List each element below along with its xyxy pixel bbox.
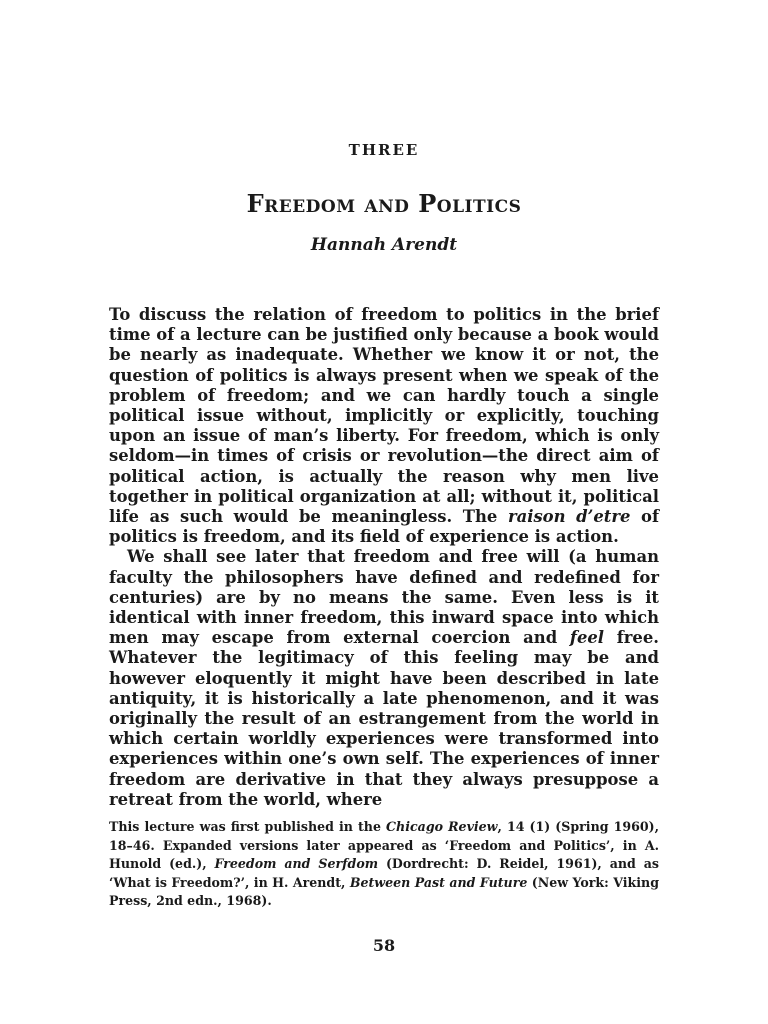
- book-title-2: Between Past and Future: [349, 874, 528, 890]
- page-number: 58: [372, 936, 396, 955]
- body-text: [109, 305, 659, 810]
- chapter-label: THREE: [348, 141, 420, 159]
- italic-phrase: raison d’etre: [507, 507, 631, 527]
- footnote: This lecture was first published in the Chicago Review, 14 (1) (Spring 1960), 18–46. Expanded versions later appeared as ‘Freedom and Politics’, in A. Hunold (ed.), Freedom and Serfdom (Dordrecht: D. Reidel, 1961), and as ‘What is Freedom?’, in H. Arendt, Between Past and Future (New York: Viking Press, 2nd edn., 1968).: [109, 819, 660, 908]
- journal-title: Chicago Review: [386, 819, 498, 834]
- chapter-title: Freedom and Politics: [246, 189, 522, 218]
- author-name: Hannah Arendt: [310, 235, 458, 255]
- paragraph-2: We shall see later that freedom and free will (a human faculty the philosophers have defined and redefined for centuries) are by no means the same. Even less is it identical with inner freedom, this inward space into which men may escape from external coercion and feel free. Whatever the legitimacy of this feeling may be and however eloquently it might have been described in late antiquity, it is historically a late phenomenon, and it was originally the result of an estrangement from the world in which certain worldly experiences were transformed into experiences within one’s own self. The experiences of inner freedom are derivative in that they always presuppose a retreat from the world, where: [109, 547, 659, 809]
- italic-word: feel: [569, 628, 605, 648]
- book-title-1: Freedom and Serfdom: [214, 856, 379, 871]
- paragraph-1: To discuss the relation of freedom to politics in the brief time of a lecture can be justified only because a book would be nearly as inadequate. Whether we know it or not, the question of politics is always present when we speak of the problem of freedom; and we can hardly touch a single political issue without, implicitly or explicitly, touching upon an issue of man’s liberty. For freedom, which is only seldom—in times of crisis or revolution—the direct aim of political action, is actually the reason why men live together in political organization at all; without it, political life as such would be meaningless. The raison d’etre of politics is freedom, and its field of experience is action.: [109, 305, 659, 547]
